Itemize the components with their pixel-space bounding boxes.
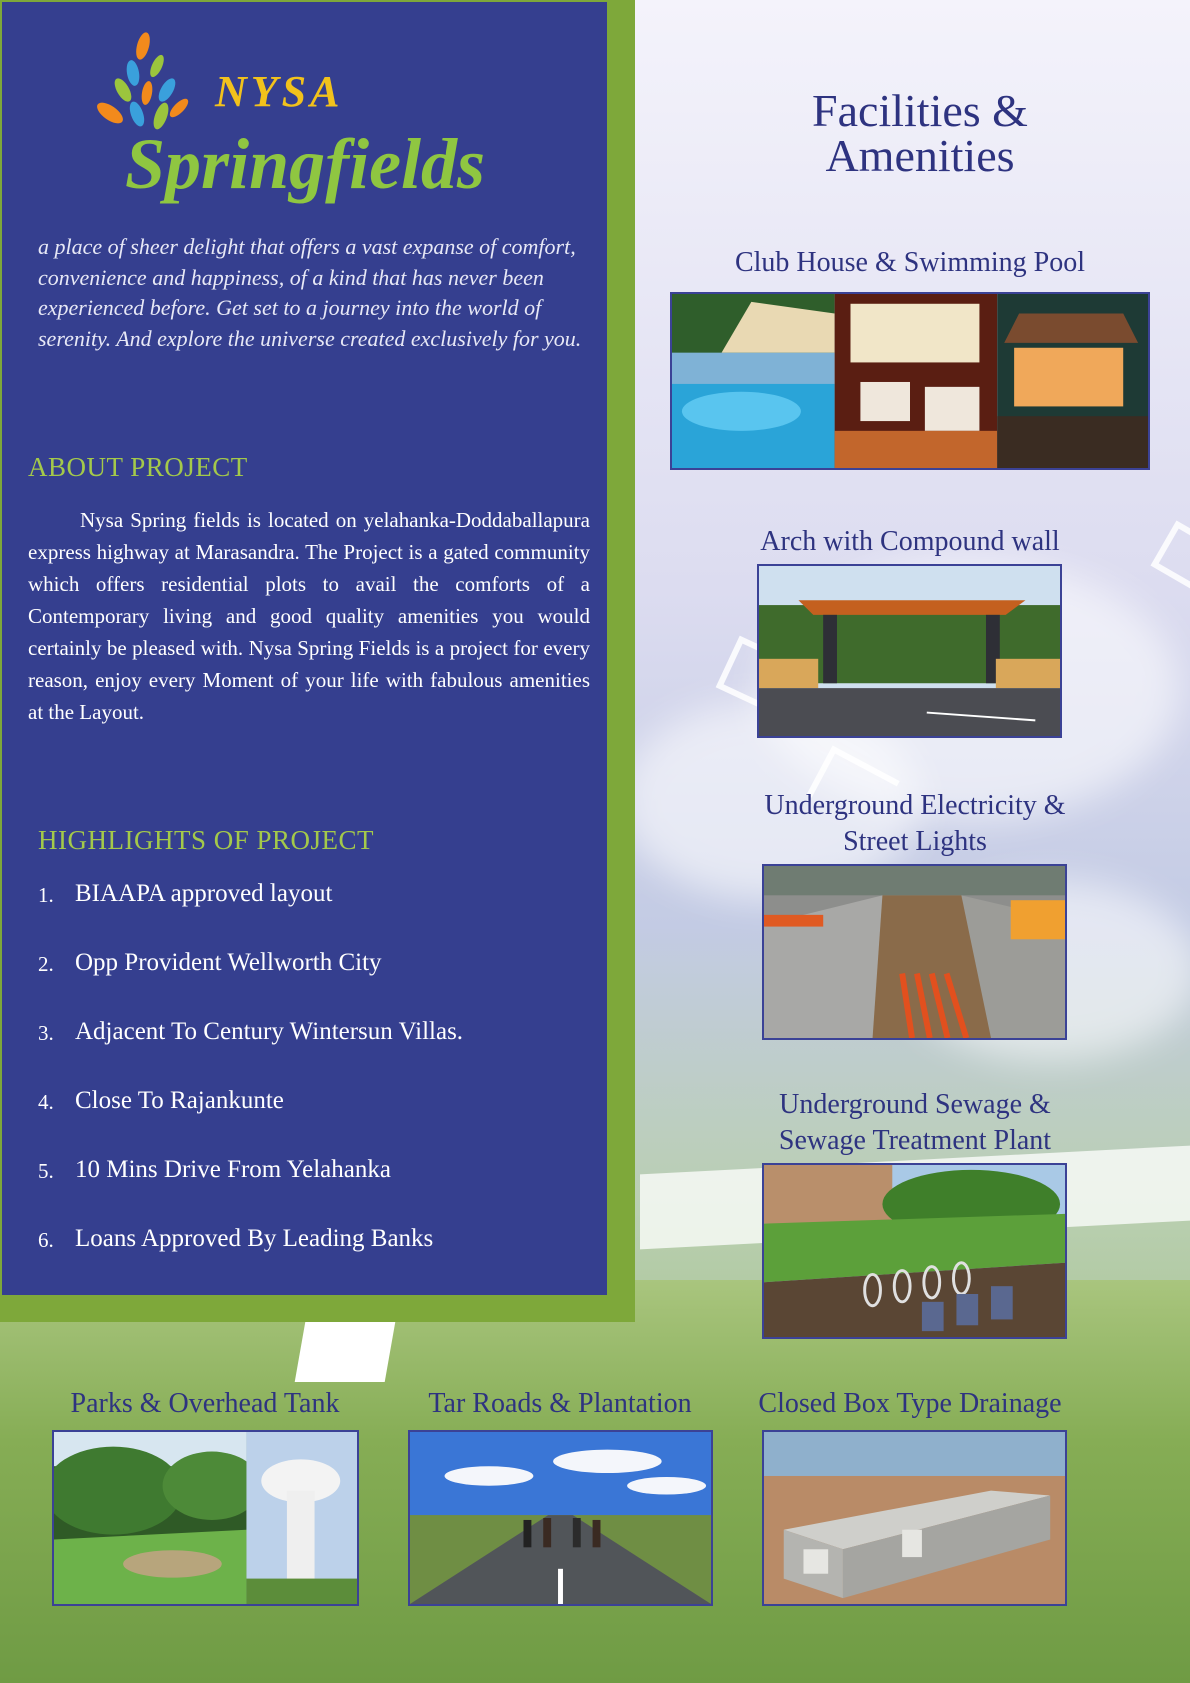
highlights-heading: HIGHLIGHTS OF PROJECT [38,825,375,855]
item-text: Opp Provident Wellworth City [75,949,382,976]
tagline: a place of sheer delight that offers a vast expanse of comfort, convenience and happiness, of a kind that has never been experienced before. Get set to a journey into the world of serenity. And explore the universe created exclusively for you. [38,234,582,351]
tar-roads-photo [408,1430,713,1606]
arch-caption: Arch with Compound wall [760,526,1060,557]
parks-caption: Parks & Overhead Tank [70,1388,340,1419]
item-text: BIAAPA approved layout [75,880,333,907]
item-number: 2. [38,952,54,976]
sewage-plant-photo [762,1163,1067,1339]
list-item [38,949,598,1018]
roads-caption: Tar Roads & Plantation [428,1388,692,1419]
item-number: 5. [38,1159,54,1183]
electricity-caption [730,788,1100,860]
decorative-hexagon [1150,520,1190,591]
nysa-springfields-logo [95,28,515,228]
caption-line: Sewage Treatment Plant [778,1125,1052,1156]
club-house-photo [670,292,1150,470]
list-item [38,1225,598,1294]
list-item [38,880,598,949]
logo-text-bottom: Springfields [125,124,486,204]
item-number: 3. [38,1021,54,1045]
item-number: 4. [38,1090,54,1114]
list-item [38,1156,598,1225]
item-number: 1. [38,883,54,907]
item-number: 6. [38,1228,54,1252]
white-ribbon [295,1322,396,1382]
caption-line: Street Lights [843,826,987,857]
about-text: Nysa Spring fields is located on yelahanka-Doddaballapura express highway at Marasandra. The Project is a gated community which offers residential plots to avail the comforts of a Contemporary living and good quality amenities you would certainly be pleased with. Nysa Spring Fields is a project for every reason, enjoy every Moment of your life with fabulous amenities at the Layout. [28,508,590,724]
club-house-caption: Club House & Swimming Pool [734,247,1086,278]
list-item [38,1018,598,1087]
parks-tank-photo [52,1430,359,1606]
electricity-photo [762,864,1067,1040]
heading-line: Amenities [825,130,1015,181]
item-text: 10 Mins Drive From Yelahanka [75,1156,391,1183]
item-text: Adjacent To Century Wintersun Villas. [75,1018,464,1045]
sewage-caption [740,1087,1090,1159]
drainage-caption: Closed Box Type Drainage [758,1388,1062,1419]
item-text: Loans Approved By Leading Banks [75,1225,434,1252]
arch-photo [757,564,1062,738]
logo-text-top: NYSA [215,67,344,116]
drainage-photo [762,1430,1067,1606]
facilities-heading [760,85,1080,181]
caption-line: Underground Sewage & [779,1089,1051,1120]
heading-line: Facilities & [812,85,1028,136]
caption-line: Underground Electricity & [764,790,1066,821]
highlights-list [38,880,598,1294]
about-heading: ABOUT PROJECT [28,452,248,482]
item-text: Close To Rajankunte [75,1087,284,1114]
about-body [28,504,590,728]
list-item [38,1087,598,1156]
